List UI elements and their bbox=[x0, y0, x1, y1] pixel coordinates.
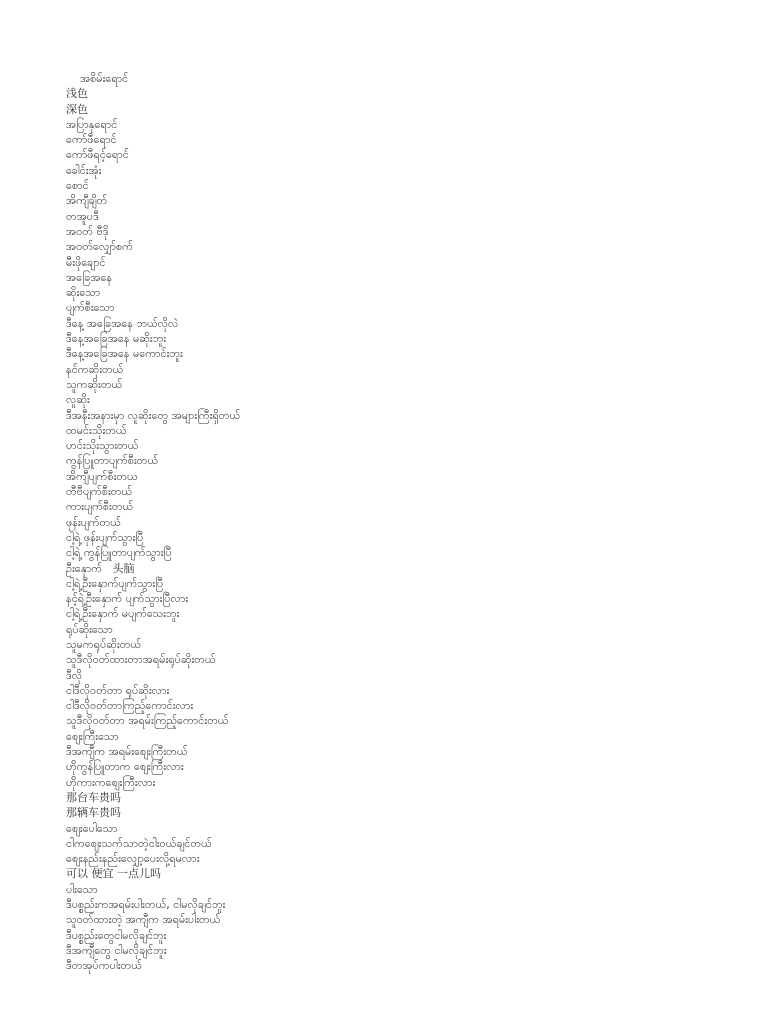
text-line: ဒီအကျီက အရမ်းစျေးကြီးတယ် bbox=[66, 745, 188, 759]
text-line: သူဝတ်ထားတဲ့ အကျီက အရမ်းပါးတယ် bbox=[66, 913, 221, 927]
text-line: ဒီပစ္စည်းတွေငါမလိုချင်ဘူး bbox=[66, 928, 167, 942]
vocabulary-list bbox=[66, 71, 726, 974]
text-line: စျေးပေါသော bbox=[66, 821, 118, 835]
text-line: ဟိုကွန်ပြူတာက စျေးကြီးလား bbox=[66, 760, 184, 774]
text-line: သူဒီလိုဝတ်ထားတာအရမ်းရုပ်ဆိုးတယ် bbox=[66, 653, 216, 667]
text-line: ရုပ်ဆိုးသော bbox=[66, 622, 113, 636]
text-line: ငါ့ရဲ့ ကွန်ပြူတာပျက်သွားပြီ bbox=[66, 546, 172, 560]
text-line: 深色 bbox=[66, 102, 88, 116]
text-line: ပျက်စီးသော bbox=[66, 301, 115, 315]
text-line: ငါ့ရဲ့ ဖုန်းပျက်သွားပြီ bbox=[66, 530, 144, 544]
text-line: ဆိုးသော bbox=[66, 286, 101, 300]
text-line: သူဒီလိုဝတ်တာ အရမ်းကြည့်ကောင်းတယ် bbox=[66, 714, 229, 728]
text-line: ပါးသော bbox=[66, 882, 98, 896]
text-line: ဦးနှောက် 头脑 bbox=[66, 561, 135, 575]
text-line: ဒီလို bbox=[66, 668, 83, 682]
text-line: ကားပျက်စီးတယ် bbox=[66, 500, 134, 514]
text-line: ခေါင်းအုံး bbox=[66, 163, 102, 177]
text-line: ဒီပစ္စည်းကအရမ်းပါးတယ်, ငါမလိုချင်ဘူး bbox=[66, 898, 226, 912]
text-line: အခြေအနေ bbox=[66, 270, 113, 284]
text-line: ကော်ဖီရောင် bbox=[66, 133, 117, 147]
text-line: 那辆车贵吗 bbox=[66, 806, 121, 820]
text-line: ဟင်းသိုးသွားတယ် bbox=[66, 439, 139, 453]
text-line: ငါဒီလိုဝတ်တာ ရုပ်ဆိုးလား bbox=[66, 683, 170, 697]
text-line: အစိမ်းရောင် bbox=[80, 72, 129, 85]
text-line: အဝတ်လျှော်စက် bbox=[66, 240, 133, 254]
text-line: ထမင်းသိုးတယ် bbox=[66, 423, 127, 437]
text-line: ငါ့ရဲ့ဦးနှောက် မပျက်သေးဘူး bbox=[66, 607, 180, 621]
text-line: နင့်ရဲ့ဦးနှောက် ပျက်သွားပြီလား bbox=[66, 592, 189, 606]
text-line: 可以 便宜 一点儿吗 bbox=[66, 867, 161, 881]
text-line: စောင် bbox=[66, 179, 89, 193]
text-line: ဒီနေ့ အခြေအနေ ဘယ်လိုလဲ bbox=[66, 316, 179, 330]
text-line: အဝတ် ဗီဒို bbox=[66, 224, 109, 238]
text-line: ငါ့ရဲ့ဦးနှောက်ပျက်သွားပြီ bbox=[66, 576, 164, 590]
text-line: လူဆိုး bbox=[66, 393, 90, 407]
text-line: ဒီနေ့အခြေအနေ မဆိုးဘူး bbox=[66, 332, 167, 346]
text-line: အိကျီပျက်စီးတယ bbox=[66, 469, 138, 483]
text-line: ဒီအနီးအနားမှာ လူဆိုးတွေ အများကြီးရှိတယ် bbox=[66, 408, 241, 422]
text-line: ဒီတအုပ်ကပါးတယ် bbox=[66, 959, 142, 973]
text-line: တီဗီပျက်စီးတယ် bbox=[66, 485, 133, 499]
text-line: ကွန်ပြူတာပျက်စီးတယ် bbox=[66, 454, 159, 468]
text-line: ငါကစျေးသက်သာတဲ့ငါးဝယ်ချင်တယ် bbox=[66, 836, 212, 850]
text-line: ဖုန်းပျက်တယ် bbox=[66, 515, 121, 529]
text-line: နင်ကဆိုးတယ် bbox=[66, 362, 124, 376]
text-line: သူကဆိုးတယ် bbox=[66, 377, 123, 391]
text-line: ဒီအကျီတွေ ငါမလိုချင်ဘူး bbox=[66, 943, 167, 957]
text-line: ဟိုကားကစျေးကြီးလား bbox=[66, 775, 156, 789]
text-line: ငါဒီလိုဝတ်တာကြည့်ကောင်းလား bbox=[66, 699, 194, 713]
text-line: အပြာနုရောင် bbox=[66, 117, 118, 131]
text-line: စျေးကြီးသော bbox=[66, 729, 119, 743]
text-line: သူမကရုပ်ဆိုးတယ် bbox=[66, 637, 142, 651]
text-line: အိကျီချိတ် bbox=[66, 194, 108, 208]
text-line: 浅色 bbox=[66, 87, 88, 101]
text-line: ကော်ဖီရင့်ရောင် bbox=[66, 148, 129, 162]
text-line: မီးဖိုချောင် bbox=[66, 255, 106, 269]
text-line: ဒီနေ့အခြေအနေ မကောင်းဘူး bbox=[66, 347, 183, 361]
text-line: 那台车贵吗 bbox=[66, 790, 121, 804]
text-line: တအူပဒီ bbox=[66, 209, 99, 223]
text-line: စျေးနည်းနည်းလျှော့ပေးလို့ရမလား bbox=[66, 852, 200, 866]
